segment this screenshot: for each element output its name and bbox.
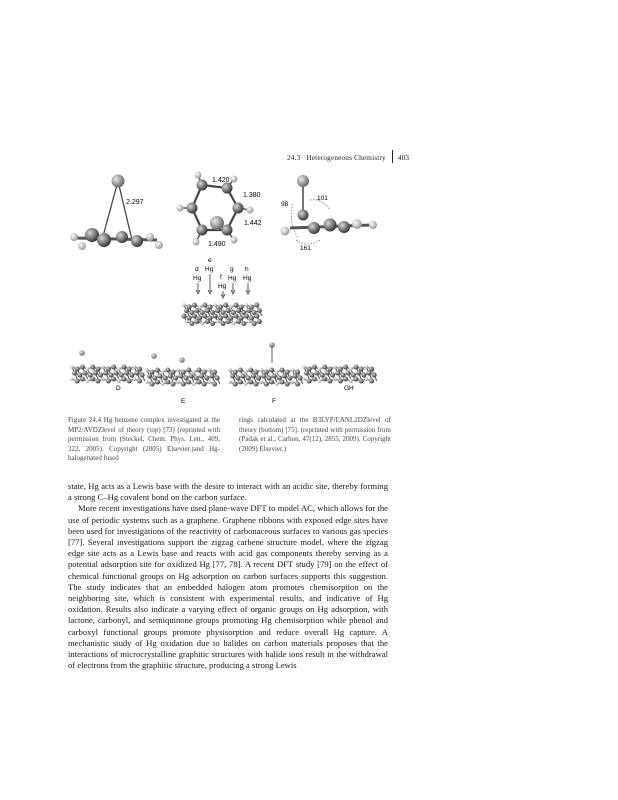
graphene-fragment	[182, 303, 263, 327]
panel-labels	[116, 385, 354, 405]
bond-length-label: 1.420	[212, 177, 230, 184]
site-label-f: f	[220, 274, 222, 281]
adsorption-site-labels	[193, 257, 252, 290]
panel-label-f: F	[272, 398, 276, 405]
benzene-top-view	[177, 172, 262, 249]
angle-label: 98	[281, 201, 289, 208]
paragraph-1: state, Hg acts as a Lewis base with the desire to interact with an acidic site, thereby forming a strong C–Hg covalent bond on the carbon surface.	[68, 481, 388, 503]
hg-label: Hg	[228, 275, 237, 282]
page-number: 403	[397, 154, 410, 162]
hg-benzene-angle-view	[281, 175, 378, 252]
header-divider	[392, 150, 393, 163]
figure-24-4	[62, 170, 392, 410]
site-label-g: g	[230, 266, 234, 273]
bond-length-label: 2.297	[126, 199, 144, 206]
panel-label-gh: GH	[344, 385, 354, 392]
hg-benzene-side-view	[70, 175, 163, 251]
caption-column-1: Figure 24.4 Hg benzene complex investigated at the MP2/AVDZlevel of theory (top) [73] (reprinted with permission from (Steckel, Chem. Phys. Lett., 409, 322, 2005). Copyright (2005) Elsevier.)and Hg-halogenated fused	[68, 416, 220, 463]
body-text	[68, 481, 388, 671]
molecular-structures-image	[62, 170, 392, 410]
bond-length-label: 1.442	[244, 220, 262, 227]
running-header	[287, 150, 409, 163]
bond-length-label: 1.490	[208, 241, 226, 248]
site-label-d: d	[195, 266, 199, 273]
site-label-e: e	[208, 257, 212, 264]
panel-label-e: E	[181, 398, 186, 405]
angle-label: 101	[317, 195, 328, 202]
caption-column-2: rings calculated at the B3LYP/LANL2DZlevel of theory (bottom) [75]. (reprinted with permission from (Padak et al., Carbon, 47(12), 2855, 2009). Copyright (2009) Elsevier.)	[239, 416, 391, 453]
graphene-ribbons	[70, 342, 377, 386]
hg-label: Hg	[218, 283, 227, 290]
hg-label: Hg	[243, 275, 252, 282]
bond-length-label: 1.380	[243, 192, 261, 199]
paragraph-2: More recent investigations have used plane-wave DFT to model AC, which allows for the use of periodic systems such as a graphene. Graphene ribbons with exposed edge sites have been used for investigations of the reactivity of carbonaceous surfaces to various gas species [77]. Several investigations support the zigzag carbene structure model, where the zigzag edge site acts as a Lewis base and reacts with acid gas components thereby serving as a potential adsorption site for oxidized Hg [77, 78]. A recent DFT study [79] on the effect of chemical functional groups on Hg adsorption on carbon surfaces supports this suggestion. The study indicates that an embedded halogen atom promotes chemisorption on the neighboring site, which is consistent with experimental results, and indicative of Hg oxidation. Results also indicate a varying effect of organic groups on Hg adsorption, with lactone, carbonyl, and semiquinone groups promoting Hg chemisorption while phenol and carboxyl functional groups promote physisorption and reduce overall Hg capture. A mechanistic study of Hg oxidation due to halides on carbon materials proposes that the interactions of microcrystalline graphitic structures with halide ions result in the withdrawal of electrons from the graphitic structure, producing a strong Lewis	[68, 503, 388, 671]
site-label-h: h	[245, 266, 249, 273]
hg-label: Hg	[193, 275, 202, 282]
section-number: 24.3	[287, 154, 301, 162]
hg-label: Hg	[205, 266, 214, 273]
panel-label-d: D	[116, 385, 121, 392]
section-title: Heterogeneous Chemistry	[306, 154, 386, 162]
angle-label: 161	[300, 245, 311, 252]
